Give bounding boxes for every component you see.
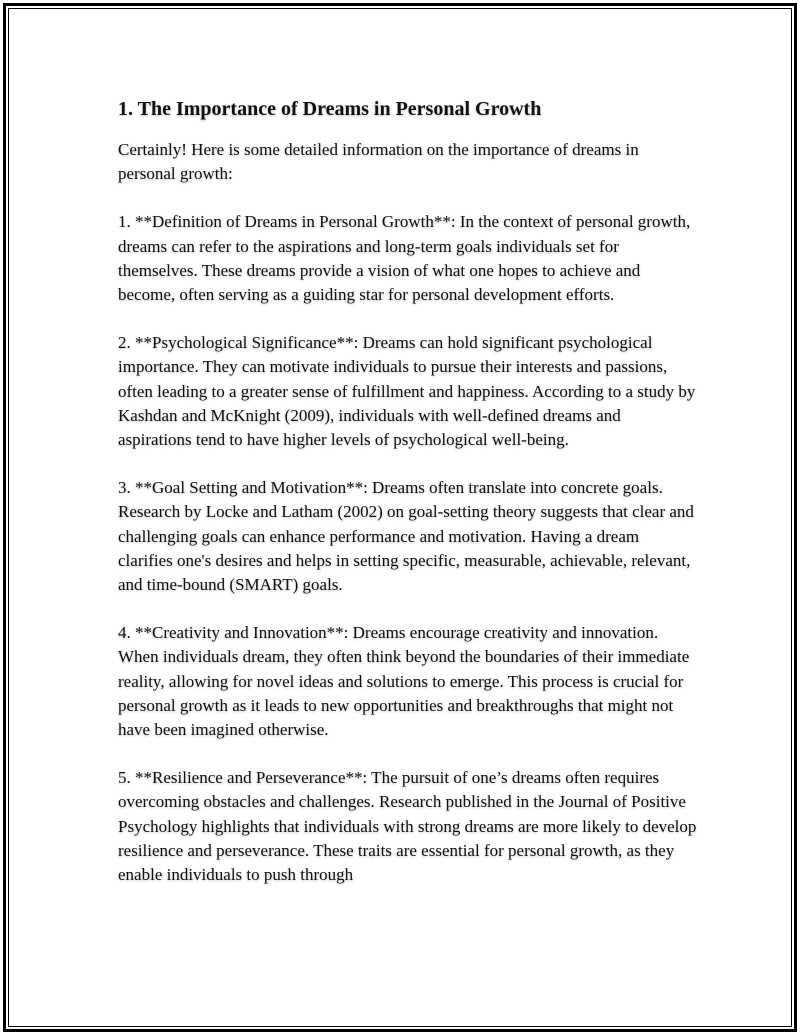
intro-paragraph: Certainly! Here is some detailed information on the importance of dreams in personal growth: <box>118 140 639 184</box>
section-heading: 1. The Importance of Dreams in Personal Growth <box>118 98 542 120</box>
document-body <box>118 96 698 911</box>
paragraph-definition: 1. **Definition of Dreams in Personal Growth**: In the context of personal growth, dreams can refer to the aspirations and long-term goals individuals set for themselves. These dreams provide a vision of what one hopes to achieve and become, often serving as a guiding star for personal development efforts. <box>118 212 691 305</box>
paragraph-resilience: 5. **Resilience and Perseverance**: The pursuit of one’s dreams often requires overcoming obstacles and challenges. Research published in the Journal of Positive Psychology highlights that individuals with strong dreams are more likely to develop resilience and perseverance. These traits are essential for personal growth, as they enable individuals to push through <box>118 768 697 885</box>
paragraph-goal-setting: 3. **Goal Setting and Motivation**: Dreams often translate into concrete goals. Research by Locke and Latham (2002) on goal-setting theory suggests that clear and challenging goals can enhance performance and motivation. Having a dream clarifies one's desires and helps in setting specific, measurable, achievable, relevant, and time-bound (SMART) goals. <box>118 478 694 595</box>
page-frame <box>3 3 797 1032</box>
paragraph-psychological-significance: 2. **Psychological Significance**: Dreams can hold significant psychological importance. They can motivate individuals to pursue their interests and passions, often leading to a greater sense of fulfillment and happiness. According to a study by Kashdan and McKnight (2009), individuals with well-defined dreams and aspirations tend to have higher levels of psychological well-being. <box>118 333 696 450</box>
paragraph-creativity: 4. **Creativity and Innovation**: Dreams encourage creativity and innovation. When individuals dream, they often think beyond the boundaries of their immediate reality, allowing for novel ideas and solutions to emerge. This process is crucial for personal growth as it leads to new opportunities and breakthroughs that might not have been imagined otherwise. <box>118 623 690 740</box>
